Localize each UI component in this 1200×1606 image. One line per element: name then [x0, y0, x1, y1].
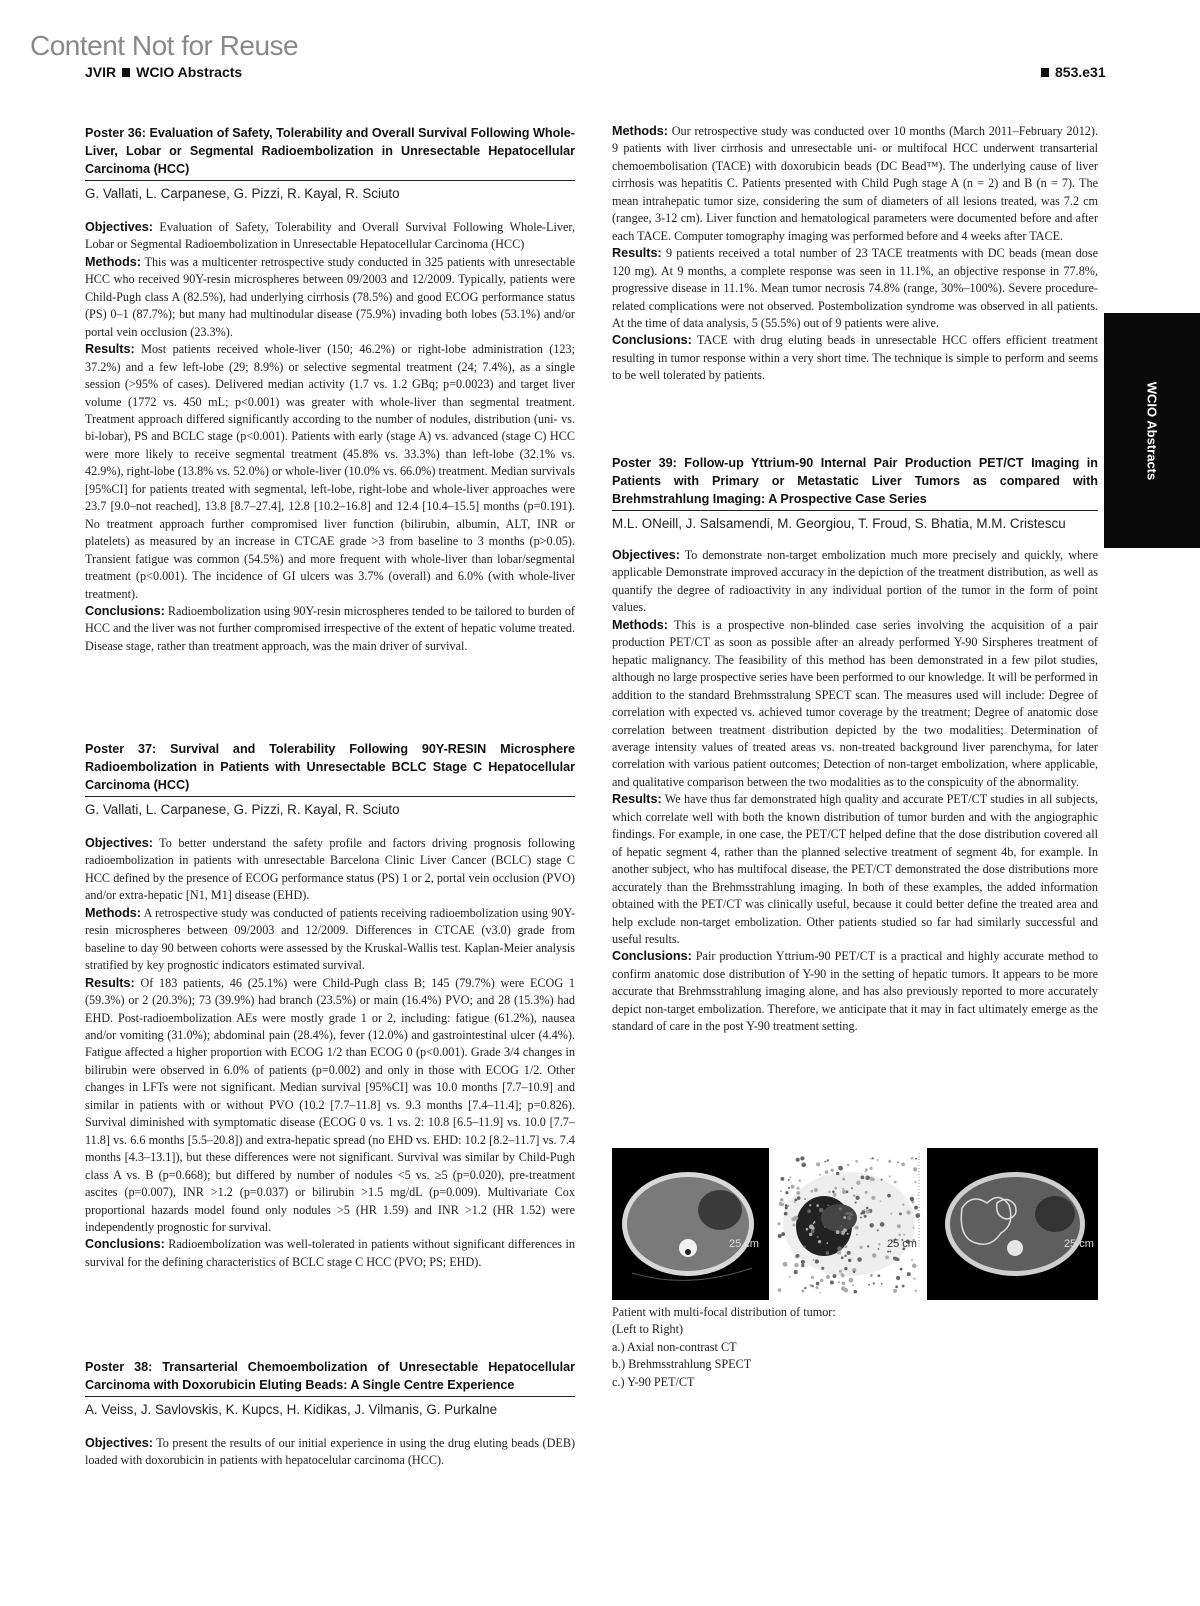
spect-speckle — [793, 1224, 796, 1227]
spect-speckle — [801, 1260, 805, 1264]
spect-speckle — [789, 1276, 791, 1278]
pet-ct-scan-graphic — [927, 1148, 1098, 1300]
figure-caption — [612, 1304, 1098, 1391]
spect-speckle — [866, 1209, 870, 1213]
spect-speckle — [794, 1198, 797, 1201]
section-label: Conclusions: — [85, 603, 165, 618]
spect-speckle — [860, 1175, 864, 1179]
spect-speckle — [794, 1263, 798, 1267]
spect-speckle — [865, 1170, 867, 1172]
spect-speckle — [852, 1284, 854, 1286]
spect-speckle — [811, 1229, 815, 1233]
spect-speckle — [894, 1257, 898, 1261]
spect-speckle — [847, 1216, 851, 1220]
spect-speckle — [902, 1285, 905, 1288]
spect-speckle — [778, 1234, 782, 1238]
spect-speckle — [899, 1212, 902, 1215]
spect-speckle — [889, 1251, 891, 1253]
spect-speckle — [796, 1158, 800, 1162]
spect-speckle — [791, 1217, 795, 1221]
abstract-title: Poster 39: Follow-up Yttrium-90 Internal Pair Production PET/CT Imaging in Patients with Primary or Metastatic Liver Tumors as compared with Brehmstrahlung Imaging: A Prospective Case Series — [612, 454, 1098, 511]
spect-speckle — [801, 1264, 804, 1267]
section-label: Results: — [85, 342, 135, 357]
abstract-poster-36 — [85, 124, 575, 655]
abstract-title: Poster 38: Transarterial Chemoembolization of Unresectable Hepatocellular Carcinoma with Doxorubicin Eluting Beads: A Single Centre Experience — [85, 1358, 575, 1397]
spect-speckle — [912, 1227, 914, 1229]
spect-speckle — [813, 1259, 815, 1261]
spect-speckle — [847, 1233, 849, 1235]
spect-speckle — [784, 1212, 788, 1216]
spect-speckle — [841, 1256, 844, 1259]
ct-scan-graphic — [612, 1148, 769, 1300]
section-label: Objectives: — [85, 836, 153, 850]
spect-speckle — [877, 1229, 879, 1231]
spect-speckle — [853, 1194, 856, 1197]
section-text: Radioembolization was well-tolerated in patients without significant differences in survival for the defining characteristics of BCLC stage C HCC (PVO; PS; EHD). — [85, 1237, 575, 1269]
section-label: Objectives: — [85, 220, 153, 234]
spect-speckle — [816, 1286, 819, 1289]
spect-speckle — [834, 1187, 837, 1190]
spect-speckle — [844, 1267, 847, 1270]
spect-speckle — [840, 1273, 843, 1276]
spect-speckle — [816, 1204, 819, 1207]
spect-speckle — [804, 1198, 806, 1200]
scale-label: 25 cm — [1064, 1238, 1094, 1250]
running-header-left — [85, 64, 242, 80]
objectives-paragraph — [85, 219, 575, 254]
spect-speckle — [880, 1200, 882, 1202]
spect-speckle — [825, 1170, 829, 1174]
running-header-right — [1035, 64, 1106, 80]
spect-speckle — [780, 1198, 784, 1202]
spect-speckle — [846, 1212, 849, 1215]
section-label: Objectives: — [85, 1436, 153, 1450]
caption-line: (Left to Right) — [612, 1322, 684, 1337]
results-paragraph — [85, 975, 575, 1237]
spect-speckle — [844, 1245, 847, 1248]
spect-speckle — [872, 1157, 874, 1159]
spect-speckle — [796, 1191, 800, 1195]
section-label: Results: — [612, 792, 662, 807]
spect-speckle — [779, 1202, 783, 1206]
section-text: TACE with drug eluting beads in unresectable HCC offers efficient treatment resulting in tumor response within a very short time. The technique is simple to perform and seems to be well tolerated by patients. — [612, 333, 1098, 383]
spect-speckle — [897, 1161, 899, 1163]
spect-speckle — [893, 1289, 897, 1293]
section-text: Most patients received whole-liver (150; 46.2%) or right-lobe administration (123; 37.2%) and a few left-lobe (29; 8.9%) or selective segmental treatment (24; 7.4%), as a single session (>95% of cases). Delivered median activity (1.7 vs. 1.2 GBq; p=0.0023) and target liver volume (1772 vs. 450 mL; p<0.001) was greater with whole-liver than segmental treatment. Treatment approach differed significantly according to the number of nodules, distribution (uni- vs. bi-lobar), PS and BCLC stage (p<0.001). Patients with early (stage A) vs. advanced (stage C) HCC were more likely to receive segmental treatment (45.8% vs. 33.3%) than left-lobe (32.1% vs. 42.9%), right-lobe (13.8% vs. 52.0%) or whole-liver (10.0% vs. 66.0%) treatment. Median survivals [95%CI] for patients treated with segmental, left-lobe, right-lobe and whole-liver approaches were 23.7 [9.0–not reached], 13.8 [8.7–27.4], 12.8 [10.2–16.8] and 12.4 [10.4–15.5] months (p=0.191). No treatment approach further compromised liver function (bilirubin, albumin, ALT, INR or platelets) as measured by an increase in CTCAE grade >3 from baseline to 3 months (p>0.05). Transient fatigue was common (54.5%) and more frequent with whole-liver than lobar/segmental treatment (p<0.001). The incidence of GI ulcers was 3.7% (overall) and 6.0% (with whole-liver treatment). — [85, 342, 575, 601]
spect-speckle — [851, 1187, 853, 1189]
section-text: Our retrospective study was conducted over 10 months (March 2011–February 2012). 9 patients with liver cirrhosis and unresectable uni- or multifocal HCC underwent transarterial chemoembolisation (TACE) with doxorubicin beads (DC Bead™). The underlying cause of liver cirrhosis was hepatitis C. Patients presented with Child Pugh stage A (n = 2) and B (n = 7). The mean intrahepatic tumor size, considering the sum of diameters of all lesions treated, was 7.2 cm (rangee, 3-12 cm). Liver function and hematological parameters were documented before and after each TACE. Computer tomography imaging was performed before and 4 weeks after TACE. — [612, 124, 1098, 243]
section-label: Objectives: — [612, 548, 680, 562]
spect-speckle — [819, 1174, 821, 1176]
spect-speckle — [816, 1162, 820, 1166]
spect-speckle — [855, 1160, 858, 1163]
spect-speckle — [840, 1231, 842, 1233]
abstract-title: Poster 37: Survival and Tolerability Following 90Y-RESIN Microsphere Radioembolization in Patients with Unresectable BCLC Stage C Hepatocellular Carcinoma (HCC) — [85, 740, 575, 797]
spect-speckle — [871, 1196, 875, 1200]
section-text: Evaluation of Safety, Tolerability and Overall Survival Following Whole-Liver, Lobar or Segmental Radioembolization in Unresectable Hepatocellular Carcinoma (HCC) — [85, 220, 575, 252]
spect-speckle — [833, 1193, 836, 1196]
spect-speckle — [838, 1281, 840, 1283]
abstract-poster-37 — [85, 740, 575, 1271]
spect-speckle — [901, 1162, 905, 1166]
spect-speckle — [865, 1176, 867, 1178]
spect-speckle — [868, 1284, 870, 1286]
caption-line: Patient with multi-focal distribution of tumor: — [612, 1305, 836, 1319]
spect-speckle — [889, 1175, 891, 1177]
spect-speckle — [780, 1177, 784, 1181]
results-paragraph — [612, 791, 1098, 948]
spect-speckle — [844, 1255, 846, 1257]
spect-speckle — [866, 1207, 869, 1210]
spect-speckle — [783, 1262, 788, 1267]
section-text: To better understand the safety profile and factors driving prognosis following radioembolization in patients with unresectable Barcelona Clinic Liver Cancer (BCLC) stage C HCC defined by the presence of ECOG performance status (PS) 1 or 2, portal vein occlusion (PVO) and/or extra-hepatic [N1, M1] disease (EHD). — [85, 836, 575, 903]
spect-speckle — [881, 1283, 883, 1285]
section-text: This was a multicenter retrospective study conducted in 325 patients with unresectable HCC who received 90Y-resin microspheres between 09/2003 and 12/2009. Typically, patients were Child-Pugh class A (82.5%), had underlying cirrhosis (78.5%) and good ECOG performance status (PS) 0–1 (87.7%); but many had multinodular disease (75.9%) invading both lobes (53.1%) and/or portal vein occlusion (23.3%). — [85, 254, 576, 339]
spect-speckle — [785, 1204, 788, 1207]
methods-paragraph — [85, 905, 575, 975]
spect-speckle — [913, 1167, 917, 1171]
abstract-authors: M.L. ONeill, J. Salsamendi, M. Georgiou, T. Froud, S. Bhatia, M.M. Cristescu — [612, 516, 1066, 531]
section-text: Of 183 patients, 46 (25.1%) were Child-Pugh class B; 145 (79.7%) were ECOG 1 (59.3%) or 2 (20.3%); 73 (39.9%) had branch (23.5%) or main (16.4%) PVO; and 28 (15.3%) had EHD. Post-radioembolization AEs were mostly grade 1 or 2, including: fatigue (61.2%), nausea and/or vomiting (31.0%); abdominal pain (28.4%), fever (12.0%) and gastrointestinal ulcer (4.4%). Fatigue affected a higher proportion with ECOG 1/2 than ECOG 0 (p<0.001). Grade 3/4 changes in bilirubin were observed in 6.0% of patients (p=0.002) and only in those with ECOG 1/2. Other changes in LFTs were not significant. Median survival [95%CI] was 10.0 months [7.7–10.9] and similar in patients with or without PVO (10.2 [7.7–11.8] vs. 9.3 months [7.4–11.4]; p=0.826). Survival diminished with symptomatic disease (ECOG 0 vs. 1 vs. 2: 10.8 [6.5–11.9] vs. 10.0 [7.7–11.8] vs. 6.6 months [5.5–20.8]) and extra-hepatic spread (no EHD vs. EHD: 10.2 [8.2–11.7] vs. 7.4 months [4.3–13.1]), but these differences were not significant. Survival was similar by Child-Pugh class A vs. B (p=0.668); but differed by number of nodules <5 vs. ≥5 (p=0.020), pre-treatment ascites (p=0.007), INR >1.2 (p=0.037) or bilirubin >1.5 mg/dL (p=0.009). Multivariate Cox proportional hazards model found only nodules >5 (HR 1.59) and INR >1.2 (HR 1.52) were independently prognostic for survival. — [85, 975, 575, 1234]
spect-speckle — [796, 1254, 799, 1257]
spect-speckle — [898, 1234, 901, 1237]
spect-speckle — [911, 1157, 914, 1160]
spect-speckle — [870, 1158, 872, 1160]
spect-speckle — [853, 1290, 857, 1294]
spect-speckle — [870, 1275, 872, 1277]
spect-speckle — [819, 1208, 823, 1212]
spect-speckle — [915, 1290, 917, 1292]
spect-speckle — [809, 1224, 814, 1229]
spect-speckle — [914, 1206, 918, 1210]
results-paragraph — [612, 245, 1098, 332]
spect-speckle — [842, 1281, 846, 1285]
spect-speckle — [864, 1215, 867, 1218]
spect-speckle — [865, 1191, 868, 1194]
spect-speckle — [809, 1284, 812, 1287]
spect-speckle — [896, 1276, 900, 1280]
side-tab-label: WCIO Abstracts — [1144, 381, 1160, 480]
spect-speckle — [778, 1288, 782, 1292]
page-number: 853.e31 — [1055, 64, 1106, 80]
spect-speckle — [810, 1190, 813, 1193]
spect-speckle — [906, 1210, 910, 1214]
section-text: We have thus far demonstrated high quality and accurate PET/CT studies in all subjects, which correlate well with both the known distribution of tumor burden and with the angiographic findings. For example, in one case, the PET/CT helped define that the dose distribution covered all of hepatic segment 4, rather than the planned selective treatment of segment 4b, for example. In another subject, who has multifocal disease, the PET/CT demonstrated the dose distributions more accurately than the Brehmsstrahlung imaging. In both of these examples, the added information obtained with the PET/CT was clinically useful, because it could better define the treated area and help exclude non-target embolization. Other patients studied so far had similarly successful and useful results. — [612, 792, 1098, 946]
abstract-poster-38 — [85, 1358, 575, 1470]
methods-paragraph — [612, 123, 1098, 245]
spect-speckle — [836, 1172, 839, 1175]
spect-speckle — [839, 1270, 842, 1273]
spect-speckle — [809, 1204, 811, 1206]
spect-speckle — [842, 1188, 844, 1190]
spect-speckle — [873, 1282, 875, 1284]
section-name: WCIO Abstracts — [136, 64, 243, 80]
spect-speckle — [788, 1179, 790, 1181]
spect-speckle — [844, 1288, 849, 1293]
objectives-paragraph — [612, 547, 1098, 617]
spect-speckle — [915, 1213, 920, 1218]
section-text: A retrospective study was conducted of patients receiving radioembolization using 90Y-resin microspheres between 09/2003 and 12/2009. Differences in CTCAE (v3.0) grade from baseline to day 90 between cohorts were assessed by the Kruskal-Wallis test. Kaplan-Meier analysis stratified by key prognostic indicators estimated survival. — [85, 905, 576, 973]
spect-speckle — [900, 1268, 903, 1271]
spect-speckle — [849, 1278, 854, 1283]
spect-speckle — [794, 1270, 798, 1274]
spect-scan-graphic — [769, 1148, 927, 1300]
section-label: Methods: — [612, 124, 668, 138]
spect-speckle — [856, 1181, 860, 1185]
abstract-title: Poster 36: Evaluation of Safety, Tolerability and Overall Survival Following Whole-Liver, Lobar or Segmental Radioembolization in Unresectable Hepatocellular Carcinoma (HCC) — [85, 124, 575, 181]
caption-line: b.) Brehmsstrahlung SPECT — [612, 1357, 752, 1372]
spect-speckle — [830, 1281, 834, 1285]
spect-speckle — [797, 1187, 800, 1190]
spect-speckle — [789, 1176, 791, 1178]
pet-ct-scan-image — [927, 1148, 1098, 1300]
spect-speckle — [817, 1236, 819, 1238]
spect-speckle — [857, 1257, 862, 1262]
spect-speckle — [915, 1158, 917, 1160]
spect-speckle — [842, 1178, 845, 1181]
section-label: Methods: — [85, 905, 141, 920]
spect-speckle — [804, 1246, 806, 1248]
spect-speckle — [807, 1209, 811, 1213]
methods-paragraph — [612, 617, 1098, 792]
spect-speckle — [856, 1234, 858, 1236]
spect-speckle — [910, 1197, 914, 1201]
section-label: Results: — [85, 975, 135, 990]
spect-speckle — [826, 1251, 829, 1254]
spect-speckle — [832, 1190, 835, 1193]
section-label: Conclusions: — [612, 333, 692, 348]
spect-speckle — [806, 1228, 809, 1231]
spect-speckle — [914, 1181, 916, 1183]
spect-speckle — [826, 1275, 830, 1279]
square-bullet-icon — [122, 68, 130, 77]
spect-speckle — [813, 1222, 815, 1224]
spect-speckle — [837, 1246, 842, 1251]
spect-speckle — [827, 1204, 829, 1206]
spect-speckle — [785, 1191, 788, 1194]
spect-speckle — [794, 1201, 796, 1203]
spect-speckle — [855, 1226, 859, 1230]
spect-speckle — [878, 1248, 880, 1250]
spect-speckle — [912, 1264, 917, 1269]
spect-speckle — [855, 1202, 857, 1204]
spect-speckle — [903, 1234, 905, 1236]
spect-speckle — [833, 1274, 837, 1278]
spect-speckle — [860, 1217, 862, 1219]
scale-label: 25 cm — [887, 1238, 917, 1250]
spect-scan-image — [769, 1148, 927, 1300]
spect-speckle — [907, 1272, 911, 1276]
spect-speckle — [867, 1245, 869, 1247]
section-label: Results: — [612, 246, 662, 261]
spect-speckle — [847, 1164, 849, 1166]
spect-speckle — [811, 1276, 814, 1279]
spect-speckle — [888, 1160, 891, 1163]
objectives-paragraph — [85, 1435, 575, 1470]
spect-speckle — [824, 1161, 826, 1163]
spect-speckle — [814, 1188, 818, 1192]
spect-speckle — [839, 1207, 842, 1210]
spect-speckle — [902, 1203, 904, 1205]
spect-speckle — [818, 1240, 821, 1243]
section-text: Pair production Yttrium-90 PET/CT is a practical and highly accurate method to confirm anatomic dose distribution of Y-90 in the setting of hepatic tumors. It appears to be more accurate that Brehmsstrahlung imaging alone, and has also previously reported to more accurately depict non-target embolization. Therefore, we anticipate that it may in fact ultimately emerge as the standard of care in the post Y-90 treatment setting. — [612, 949, 1098, 1034]
section-text: This is a prospective non-blinded case series involving the acquisition of a pair production PET/CT as soon as possible after an already performed Y-90 Sirspheres treatment of hepatic malignancy. The feasibility of this method has been demonstrated in a few pilot studies, although no large prospective series have been performed to our knowledge. It will be performed in addition to the standard Brehmsstralung SPECT scan. The measures used will include: Degree of correlation with expected vs. achieved tumor coverage by the treatment; Degree of anatomic dose correlation between treatment distribution depicted by the two modalities; Determination of average intensity values of treated areas vs. non-treated background liver parenchyma, for later correlation with various patient outcomes; Detection of non-target embolization, where applicable, and qualitative comparison between the two modalities as to the conspicuity of the abnormality. — [612, 617, 1098, 789]
section-label: Methods: — [612, 617, 668, 632]
side-section-tab — [1104, 313, 1200, 548]
spect-speckle — [880, 1222, 885, 1227]
section-text: 9 patients received a total number of 23 TACE treatments with DC beads (mean dose 120 mg). At 9 months, a complete response was seen in 11.1%, an objective response in 77.8%, progressive disease in 11.1%. Mean tumor necrosis 74.8% (range, 30%–100%). Severe procedure-related complications were not observed. Postembolization syndrome was observed in all patients. At the time of data analysis, 5 (55.5%) out of 9 patients were alive. — [612, 246, 1099, 330]
spect-speckle — [780, 1190, 782, 1192]
journal-name: JVIR — [85, 64, 117, 80]
spect-speckle — [781, 1232, 785, 1236]
spect-speckle — [843, 1216, 846, 1219]
spect-speckle — [856, 1196, 860, 1200]
abstract-authors: A. Veiss, J. Savlovskis, K. Kupcs, H. Kidikas, J. Vilmanis, G. Purkalne — [85, 1402, 498, 1417]
spect-speckle — [853, 1271, 855, 1273]
spect-speckle — [847, 1251, 851, 1255]
results-paragraph — [85, 341, 575, 603]
spect-speckle — [820, 1279, 824, 1283]
spect-speckle — [815, 1259, 819, 1263]
spect-speckle — [911, 1259, 913, 1261]
abstract-poster-38-continued — [612, 123, 1098, 385]
abstract-poster-39 — [612, 454, 1098, 1036]
spect-speckle — [877, 1274, 880, 1277]
spect-speckle — [821, 1267, 824, 1270]
spect-speckle — [897, 1224, 901, 1228]
section-text: To demonstrate non-target embolization much more precisely and quickly, where applicable Demonstrate improved accuracy in the depiction of the treatment distribution, as well as quantify the degree of radioactivity in any individual portion of the tumor in the form of point values. — [612, 548, 1098, 615]
section-label: Methods: — [85, 254, 141, 269]
spect-speckle — [799, 1179, 801, 1181]
spect-speckle — [887, 1194, 891, 1198]
section-text: Radioembolization using 90Y-resin microspheres tended to be tailored to burden of HCC and the liver was not further compromised irrespective of the extent of hepatic volume treated. Disease stage, rather than treatment approach, was the main driver of survival. — [85, 603, 575, 653]
spect-speckle — [877, 1159, 879, 1161]
spect-speckle — [788, 1187, 790, 1189]
spect-speckle — [824, 1226, 826, 1228]
scale-label: 25 cm — [729, 1238, 759, 1250]
caption-line: c.) Y-90 PET/CT — [612, 1374, 695, 1389]
watermark: Content Not for Reuse — [30, 30, 299, 61]
square-bullet-icon — [1041, 68, 1049, 77]
spect-speckle — [885, 1256, 889, 1260]
spect-speckle — [869, 1167, 872, 1170]
spect-speckle — [790, 1185, 794, 1189]
spect-speckle — [837, 1251, 841, 1255]
spect-speckle — [894, 1181, 897, 1184]
spect-speckle — [842, 1190, 846, 1194]
spect-speckle — [890, 1213, 892, 1215]
spect-speckle — [840, 1225, 842, 1227]
spect-speckle — [816, 1282, 820, 1286]
section-text: To present the results of our initial experience in using the drug eluting beads (DEB) loaded with doxorubicin in patients with hepatocelular carcinoma (HCC). — [85, 1436, 576, 1468]
spect-speckle — [848, 1259, 851, 1262]
spect-speckle — [860, 1246, 863, 1249]
spect-speckle — [801, 1290, 804, 1293]
abstract-authors: G. Vallati, L. Carpanese, G. Pizzi, R. Kayal, R. Sciuto — [85, 186, 400, 201]
spect-speckle — [913, 1277, 915, 1279]
section-label: Conclusions: — [612, 949, 692, 964]
methods-paragraph — [85, 254, 575, 341]
spect-speckle — [878, 1243, 880, 1245]
spect-speckle — [828, 1191, 830, 1193]
spect-speckle — [881, 1179, 883, 1181]
spect-speckle — [826, 1242, 828, 1244]
spect-speckle — [797, 1196, 801, 1200]
spect-speckle — [887, 1250, 889, 1252]
spect-speckle — [836, 1230, 838, 1232]
spect-speckle — [802, 1162, 804, 1164]
spect-speckle — [827, 1159, 829, 1161]
section-label: Conclusions: — [85, 1237, 165, 1252]
spect-speckle — [838, 1166, 840, 1168]
conclusions-paragraph — [85, 1236, 575, 1271]
spect-speckle — [804, 1287, 806, 1289]
spect-speckle — [869, 1177, 873, 1181]
caption-line: a.) Axial non-contrast CT — [612, 1339, 737, 1354]
spect-speckle — [831, 1169, 834, 1172]
ct-scan-image — [612, 1148, 769, 1300]
spect-speckle — [800, 1156, 804, 1160]
abstract-authors: G. Vallati, L. Carpanese, G. Pizzi, R. Kayal, R. Sciuto — [85, 802, 400, 817]
spect-speckle — [848, 1212, 852, 1216]
figure-scan-panels — [612, 1148, 1098, 1300]
conclusions-paragraph — [85, 603, 575, 655]
spect-speckle — [819, 1292, 821, 1294]
spect-speckle — [843, 1228, 847, 1232]
spect-speckle — [895, 1285, 898, 1288]
spect-speckle — [863, 1209, 865, 1211]
conclusions-paragraph — [612, 332, 1098, 384]
spect-speckle — [861, 1210, 865, 1214]
spect-speckle — [869, 1223, 874, 1228]
spect-speckle — [872, 1253, 877, 1258]
conclusions-paragraph — [612, 948, 1098, 1035]
objectives-paragraph — [85, 835, 575, 905]
spect-speckle — [777, 1222, 780, 1225]
